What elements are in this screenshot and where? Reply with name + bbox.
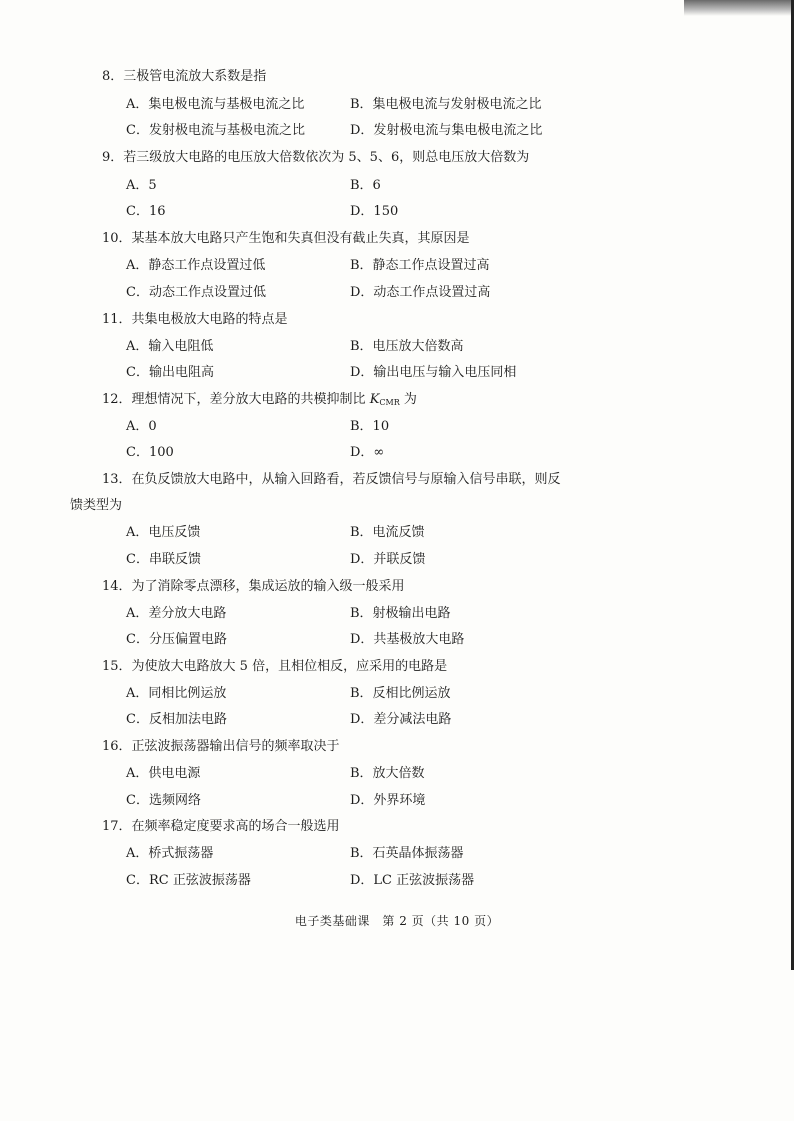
option-d: D．并联反馈: [350, 552, 426, 567]
stem-prefix: 12．理想情况下，差分放大电路的共模抑制比: [102, 392, 370, 407]
option-d: D．外界环境: [350, 793, 426, 808]
scan-edge-shadow: [684, 0, 794, 16]
option-d: D．150: [350, 204, 399, 219]
question-stem: 11．共集电极放大电路的特点是: [102, 312, 288, 327]
option-d: D．输出电压与输入电压同相: [350, 365, 517, 380]
option-a: A．差分放大电路: [126, 606, 227, 621]
option-b: B．电流反馈: [350, 525, 425, 540]
page-footer: 电子类基础课 第 2 页（共 10 页）: [294, 914, 500, 928]
question-stem: 10．某基本放大电路只产生饱和失真但没有截止失真，其原因是: [102, 231, 470, 246]
option-b: B．石英晶体振荡器: [350, 846, 464, 861]
kcmr-subscript: CMR: [379, 398, 400, 407]
option-a: A．0: [126, 419, 157, 434]
option-a: A．供电电源: [126, 766, 201, 781]
option-b: B．静态工作点设置过高: [350, 258, 490, 273]
option-c: C．16: [126, 204, 166, 219]
option-c: C．串联反馈: [126, 552, 201, 567]
question-stem: 15．为使放大电路放大 5 倍，且相位相反，应采用的电路是: [102, 659, 448, 674]
option-d: D．共基极放大电路: [350, 632, 465, 647]
question-stem: 13．在负反馈放大电路中，从输入回路看，若反馈信号与原输入信号串联，则反: [102, 472, 561, 487]
option-b: B．6: [350, 178, 381, 193]
option-a: A．静态工作点设置过低: [126, 258, 266, 273]
option-b: B．电压放大倍数高: [350, 339, 464, 354]
question-stem: 14．为了消除零点漂移，集成运放的输入级一般采用: [102, 579, 405, 594]
option-d: D．∞: [350, 445, 385, 460]
option-a: A．5: [126, 178, 157, 193]
option-c: C．发射极电流与基极电流之比: [126, 123, 305, 138]
option-d: D．动态工作点设置过高: [350, 285, 491, 300]
question-stem: 9．若三级放大电路的电压放大倍数依次为 5、5、6，则总电压放大倍数为: [102, 150, 530, 165]
option-c: C．反相加法电路: [126, 712, 227, 727]
option-d: D．LC 正弦波振荡器: [350, 873, 475, 888]
question-stem: 16．正弦波振荡器输出信号的频率取决于: [102, 739, 340, 754]
option-d: D．差分减法电路: [350, 712, 452, 727]
option-b: B．10: [350, 419, 390, 434]
kcmr-symbol: K: [369, 392, 380, 407]
option-c: C．100: [126, 445, 174, 460]
option-d: D．发射极电流与集电极电流之比: [350, 123, 543, 138]
option-a: A．桥式振荡器: [126, 846, 214, 861]
option-c: C．动态工作点设置过低: [126, 285, 266, 300]
option-b: B．射极输出电路: [350, 606, 451, 621]
option-b: B．集电极电流与发射极电流之比: [350, 97, 542, 112]
question-stem: 17．在频率稳定度要求高的场合一般选用: [102, 819, 340, 834]
option-a: A．电压反馈: [126, 525, 201, 540]
option-a: A．输入电阻低: [126, 339, 214, 354]
option-c: C．RC 正弦波振荡器: [126, 873, 251, 888]
question-stem: [102, 391, 417, 412]
option-b: B．反相比例运放: [350, 686, 451, 701]
option-a: A．同相比例运放: [126, 686, 227, 701]
option-c: C．分压偏置电路: [126, 632, 227, 647]
stem-suffix: 为: [399, 392, 417, 407]
question-stem: 8．三极管电流放大系数是指: [102, 69, 267, 84]
question-stem-continuation: 馈类型为: [70, 498, 123, 513]
option-a: A．集电极电流与基极电流之比: [126, 97, 305, 112]
option-c: C．选频网络: [126, 793, 201, 808]
option-c: C．输出电阻高: [126, 365, 214, 380]
option-b: B．放大倍数: [350, 766, 425, 781]
